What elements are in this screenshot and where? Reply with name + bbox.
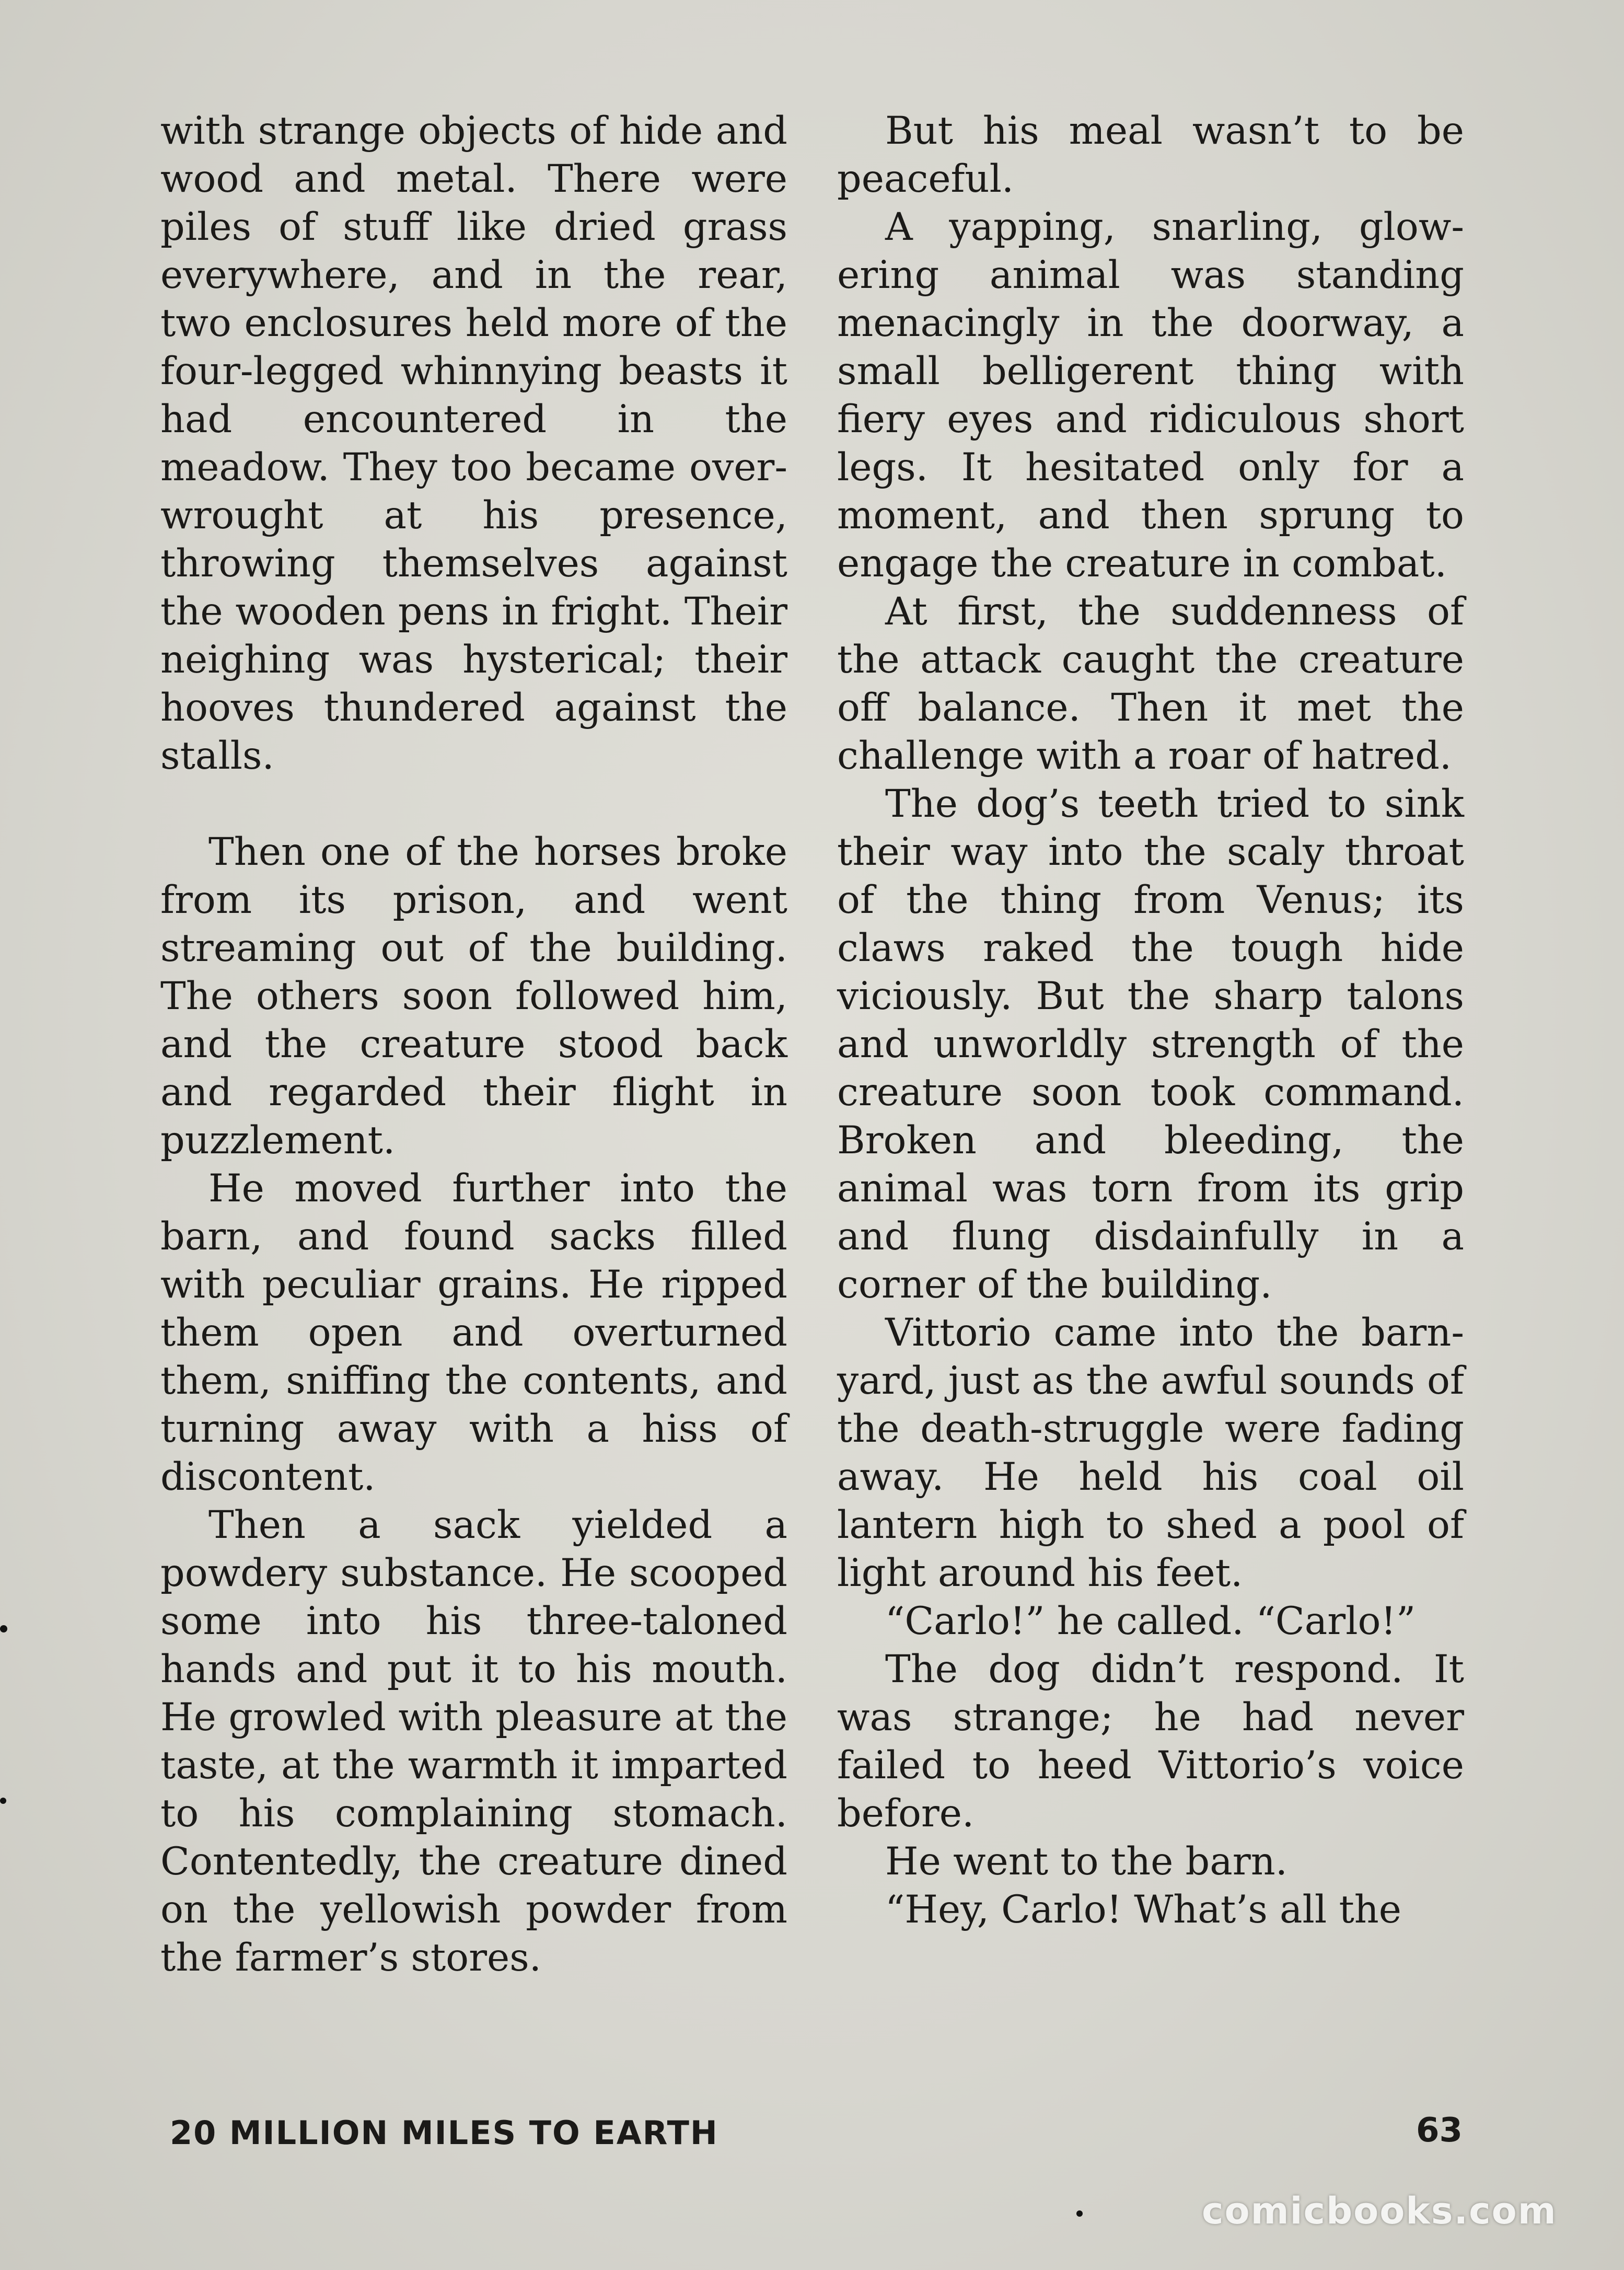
paragraph-right-3: At first, the suddenness of the attack caught the creature off balance. Then it met the challenge with a roar of hatred. (837, 589, 1464, 778)
paragraph-right-9: “Hey, Carlo! What’s all the (885, 1887, 1401, 1932)
page-number: 63 (1416, 2111, 1463, 2150)
running-footer-title: 20 MILLION MILES TO EARTH (170, 2114, 718, 2152)
paragraph-right-2: A yapping, snarling, glowering animal was standing menacingly in the doorway, a small belligerent thing with fiery eyes and ridiculous short legs. It hesitated only for a moment, and then sprung to engage the creature in combat. (837, 205, 1464, 586)
edge-speck (0, 1798, 6, 1804)
paragraph-right-1: But his meal wasn’t to be peaceful. (837, 109, 1464, 201)
edge-speck (0, 1625, 7, 1632)
paragraph-right-6: “Carlo!” he called. “Carlo!” (885, 1599, 1416, 1643)
paragraph-right-8: He went to the barn. (885, 1839, 1287, 1884)
paragraph-left-3: He moved further into the barn, and found sacks filled with peculiar grains. He ripped them open and overturned them, sniffing the contents, and turning away with a hiss of discontent. (160, 1166, 787, 1499)
print-speck (1076, 2210, 1083, 2217)
paragraph-right-4: The dog’s teeth tried to sink their way into the scaly throat of the thing from Venus; its claws raked the tough hide viciously. But the sharp talons and unworldly strength of the creature soon took command. Broken and bleeding, the animal was torn from its grip and flung disdainfully in a corner of the building. (837, 782, 1464, 1307)
watermark-logo: comicbooks.com (1202, 2190, 1557, 2232)
paragraph-right-7: The dog didn’t respond. It was strange; he had never failed to heed Vittorio’s voice before. (837, 1647, 1464, 1836)
left-column (160, 107, 787, 1982)
paragraph-left-4: Then a sack yielded a powdery substance. He scooped some into his three-taloned hands and put it to his mouth. He growled with pleasure at the taste, at the warmth it imparted to his complaining stomach. Contentedly, the creature dined on the yellowish powder from the farmer’s stores. (160, 1503, 787, 1980)
paragraph-right-5: Vittorio came into the barnyard, just as the awful sounds of the death-struggle were fading away. He held his coal oil lantern high to shed a pool of light around his feet. (837, 1311, 1464, 1595)
paragraph-left-1: with strange objects of hide and wood and metal. There were piles of stuff like dried grass everywhere, and in the rear, two enclosures held more of the four-legged whinnying beasts it had encountered in the meadow. They too became overwrought at his presence, throwing themselves against the wooden pens in fright. Their neighing was hysterical; their hooves thundered against the stalls. (160, 109, 787, 778)
right-column (837, 107, 1464, 1934)
paragraph-left-2: Then one of the horses broke from its prison, and went streaming out of the building. The others soon followed him, and the creature stood back and regarded their flight in puzzlement. (160, 830, 787, 1163)
